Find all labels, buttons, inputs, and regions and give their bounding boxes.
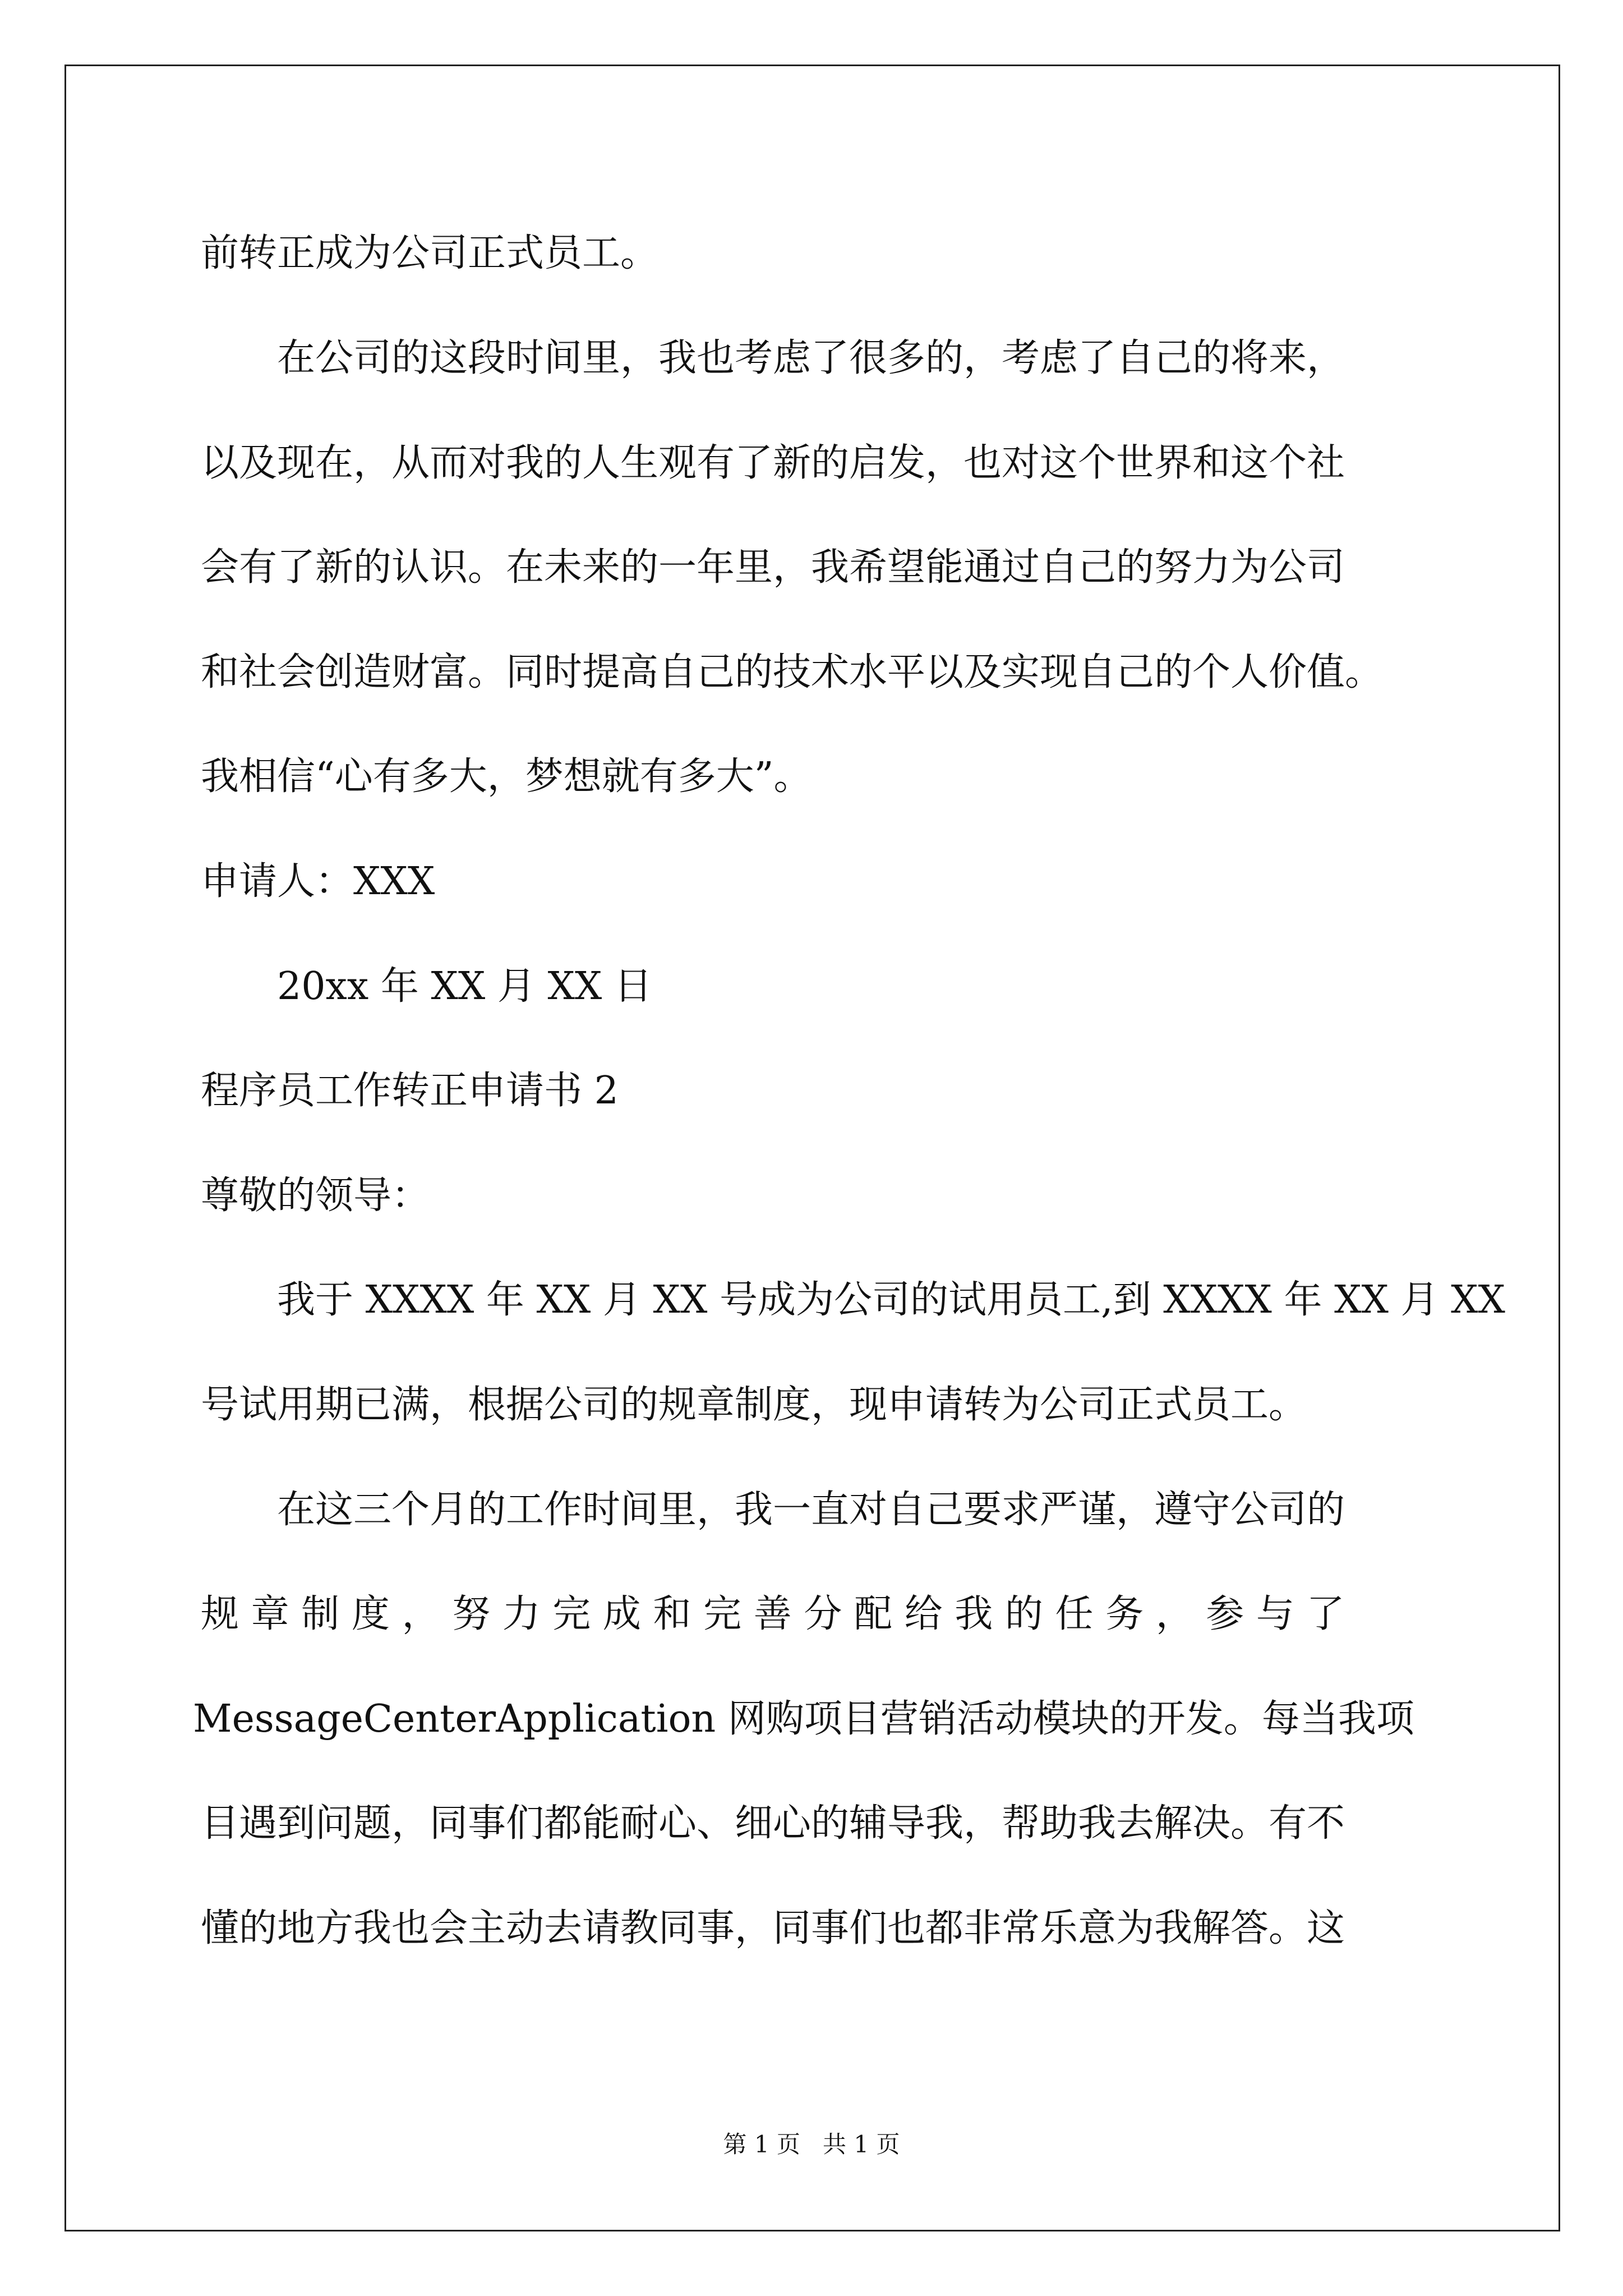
text-line: 以及现在，从而对我的人生观有了新的启发，也对这个世界和这个社 bbox=[201, 441, 1345, 485]
text-line: 懂的地方我也会主动去请教同事，同事们也都非常乐意为我解答。这 bbox=[201, 1906, 1345, 1950]
salutation: 尊敬的领导： bbox=[201, 1174, 430, 1218]
text-line: 我相信“心有多大，梦想就有多大”。 bbox=[201, 754, 812, 799]
page-footer: 第 1 页 共 1 页 bbox=[723, 2131, 900, 2158]
text-line: MessageCenterApplication 网购项目营销活动模块的开发。每当我项 bbox=[193, 1697, 1414, 1741]
text-line: 在这三个月的工作时间里，我一直对自己要求严谨，遵守公司的 bbox=[277, 1488, 1345, 1532]
section-title: 程序员工作转正申请书 2 bbox=[201, 1069, 619, 1113]
text-line: 目遇到问题，同事们都能耐心、细心的辅导我，帮助我去解决。有不 bbox=[201, 1801, 1345, 1846]
text-line: 会有了新的认识。在未来的一年里，我希望能通过自己的努力为公司 bbox=[201, 545, 1345, 590]
text-line: 号试用期已满，根据公司的规章制度，现申请转为公司正式员工。 bbox=[201, 1383, 1307, 1427]
date-line: 20xx 年 XX 月 XX 日 bbox=[277, 964, 652, 1009]
text-line: 前转正成为公司正式员工。 bbox=[201, 231, 659, 275]
text-line: 和社会创造财富。同时提高自己的技术水平以及实现自己的个人价值。 bbox=[201, 650, 1384, 694]
text-line: 规 章 制 度 ， 努 力 完 成 和 完 善 分 配 给 我 的 任 务 ， 参 与 了 bbox=[201, 1592, 1345, 1636]
applicant-line: 申请人：XXX bbox=[201, 859, 435, 904]
text-line: 在公司的这段时间里，我也考虑了很多的，考虑了自己的将来， bbox=[277, 336, 1345, 380]
text-line: 我于 XXXX 年 XX 月 XX 号成为公司的试用员工,到 XXXX 年 XX 月 XX bbox=[277, 1278, 1505, 1322]
